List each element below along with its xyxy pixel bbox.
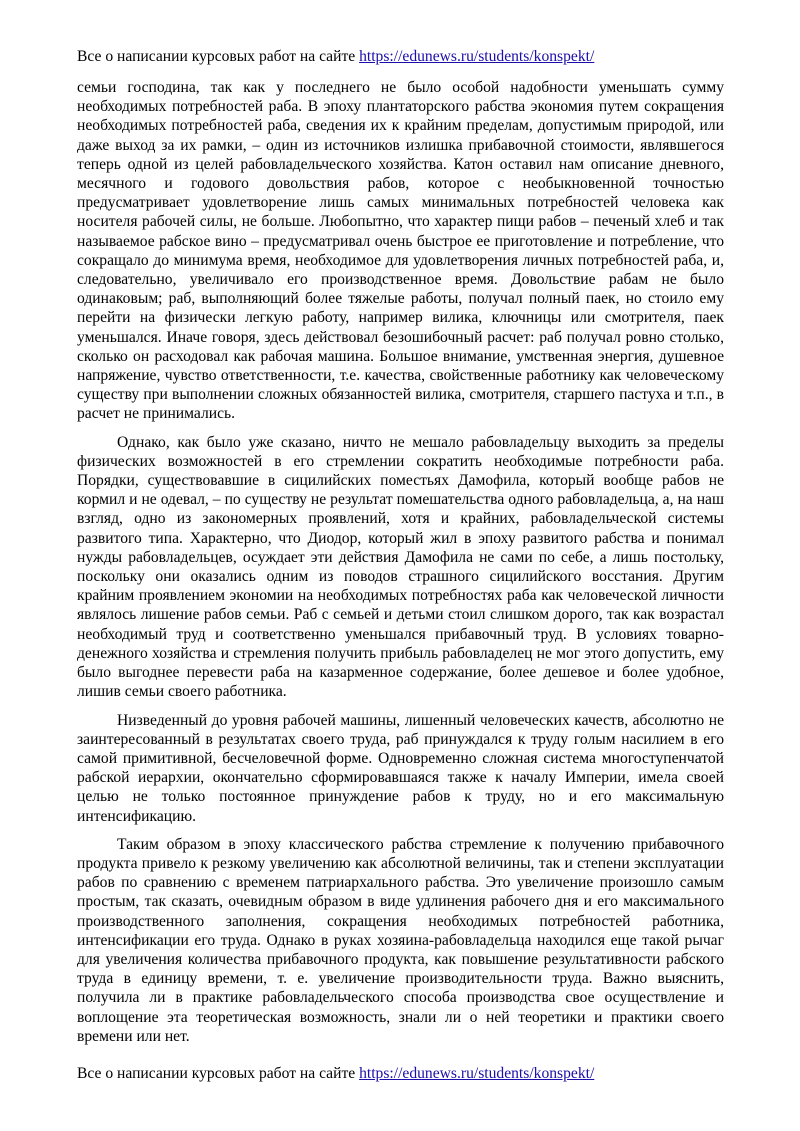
document-body bbox=[77, 78, 724, 1055]
header-text: Все о написании курсовых работ на сайте bbox=[77, 48, 360, 65]
paragraph-3: Низведенный до уровня рабочей машины, лишенный человеческих качеств, абсолютно не заинтересованный в результатах своего труда, раб принуждался к труду голым насилием в его самой примитивной, бесчеловечной форме. Одновременно сложная система многоступенчатой рабской иерархии, окончательно сформировавшаяся также к началу Империи, имела своей целью не только постоянное принуждение рабов к труду, но и его максимальную интенсификацию. bbox=[77, 711, 724, 825]
paragraph-2: Однако, как было уже сказано, ничто не мешало рабовладельцу выходить за пределы физических возможностей в его стремлении сократить необходимые потребности раба. Порядки, существовавшие в сицилийских поместьях Дамофила, который вообще рабов не кормил и не одевал, – по существу не результат помешательства одного рабовладельца, а, на наш взгляд, одно из закономерных проявлений, хотя и крайних, рабовладельческой системы развитого типа. Характерно, что Диодор, который жил в эпоху развитого рабства и понимал нужды рабовладельцев, осуждает эти действия Дамофила не сами по себе, а лишь постольку, поскольку они оказались одним из поводов страшного сицилийского восстания. Другим крайним проявлением экономии на необходимых потребностях раба как человеческой личности являлось лишение рабов семьи. Раб с семьей и детьми стоил слишком дорого, так как возрастал необходимый труд и соответственно уменьшался прибавочный труд. В условиях товарно-денежного хозяйства и стремления получить прибыль рабовладелец не мог этого допустить, ему было выгоднее перевести раба на казарменное содержание, более дешевое и более удобное, лишив семьи своего работника. bbox=[77, 433, 724, 701]
paragraph-1: семьи господина, так как у последнего не было особой надобности уменьшать сумму необходимых потребностей раба. В эпоху плантаторского рабства экономия путем сокращения необходимых потребностей раба, сведения их к крайним пределам, допустимым природой, или даже выход за их рамки, – один из источников излишка прибавочной стоимости, являвшегося теперь одной из целей рабовладельческого хозяйства. Катон оставил нам описание дневного, месячного и годового довольствия рабов, которое с необыкновенной точностью предусматривает удовлетворение лишь самых минимальных потребностей человека как носителя рабочей силы, не больше. Любопытно, что характер пищи рабов – печеный хлеб и так называемое рабское вино – предусматривал очень быстрое ее приготовление и потребление, что сокращало до минимума время, необходимое для удовлетворения личных потребностей раба, и, следовательно, увеличивало его производственное время. Довольствие рабам не было одинаковым; раб, выполняющий более тяжелые работы, получал полный паек, но стоило ему перейти на физически легкую работу, например вилика, ключницы или смотрителя, паек уменьшался. Иначе говоря, здесь действовал безошибочный расчет: раб получал ровно столько, сколько он расходовал как рабочая машина. Большое внимание, умственная энергия, душевное напряжение, чувство ответственности, т.е. качества, свойственные работнику как человеческому существу при выполнении сложных обязанностей вилика, смотрителя, старшего пастуха и т.п., в расчет не принимались. bbox=[77, 79, 724, 423]
header-link[interactable]: https://edunews.ru/students/konspekt/ bbox=[359, 48, 595, 65]
page-footer bbox=[77, 1064, 724, 1084]
footer-text: Все о написании курсовых работ на сайте bbox=[77, 1065, 360, 1082]
paragraph-4: Таким образом в эпоху классического рабства стремление к получению прибавочного продукта привело к резкому увеличению как абсолютной величины, так и степени эксплуатации рабов по сравнению с временем патриархального рабства. Это увеличение произошло самым простым, так сказать, очевидным образом в виде удлинения рабочего дня и его максимального производственного заполнения, сокращения необходимых потребностей работника, интенсификации его труда. Однако в руках хозяина-рабовладельца находился еще такой рычаг для увеличения количества прибавочного продукта, как повышение результативности рабского труда в единицу времени, т. е. увеличение производительности труда. Важно выяснить, получила ли в практике рабовладельческого способа производства свое осуществление и воплощение эта теоретическая возможность, знали ли о ней теоретики и практики своего времени или нет. bbox=[77, 835, 724, 1045]
page-header bbox=[77, 47, 724, 67]
footer-link[interactable]: https://edunews.ru/students/konspekt/ bbox=[359, 1065, 595, 1082]
